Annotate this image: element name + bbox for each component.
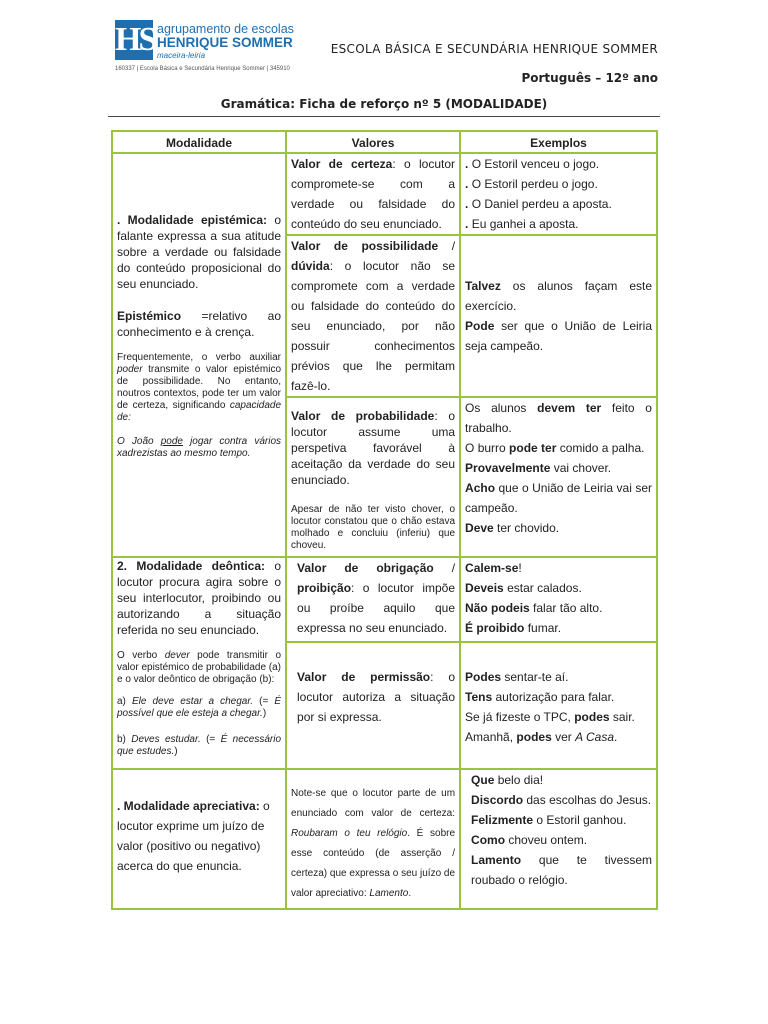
probabilidade-text: : o locutor assume uma perspetiva favorável à aceitação da verdade do seu enunciado.	[291, 409, 456, 487]
word-lamento: Lamento	[471, 853, 522, 867]
proibicao-label: proibição	[297, 581, 352, 595]
epistemico-def: =relativo ao conhecimento e à crença.	[117, 309, 282, 339]
certeza-text: : o locutor compromete-se com a verdade ou falsidade do conteúdo do seu enunciado.	[291, 157, 456, 231]
probabilidade-cell	[286, 397, 460, 557]
logo-mark: HS	[115, 21, 155, 58]
word-podes: podes	[574, 709, 610, 724]
deontica-desc: o locutor procura agira sobre o seu interlocutor, proibindo ou autorizando a situação referida no seu enunciado.	[117, 559, 282, 637]
word-calem-se: Calem-se	[465, 561, 519, 575]
item-b-gloss: É necessário que estudes.	[117, 734, 282, 757]
example-text: o Estoril ganhou.	[533, 813, 627, 827]
probabilidade-label: Valor de probabilidade	[291, 409, 435, 423]
course-label: Português – 12º ano	[521, 71, 658, 85]
word-felizmente: Felizmente	[471, 813, 534, 827]
word-que: Que	[471, 773, 495, 787]
item-a-label: a)	[117, 696, 126, 707]
paren: )	[262, 708, 267, 719]
example-text: ter chovido.	[493, 521, 560, 535]
word-deveis: Deveis	[465, 581, 504, 595]
example-text: sentar-te aí.	[501, 669, 569, 684]
permissao-text: : o locutor autoriza a situação por si expressa.	[297, 669, 456, 724]
certeza-cell	[286, 153, 460, 235]
note-roubaram: Roubaram o teu relógio	[291, 828, 408, 839]
paren: (=	[253, 696, 275, 707]
title-a-casa: A Casa	[575, 729, 614, 744]
example-text: os alunos façam este exercício.	[465, 279, 652, 313]
word-discordo: Discordo	[471, 793, 524, 807]
possibilidade-examples	[460, 235, 657, 397]
deontica-title: 2. Modalidade deôntica:	[117, 559, 265, 573]
note-capacidade: capacidade de:	[117, 400, 282, 423]
note-lamento: Lamento	[369, 888, 409, 899]
example-text: .	[614, 729, 618, 744]
certeza-label: Valor de certeza	[291, 157, 393, 171]
example-text: das escolhas do Jesus.	[523, 793, 652, 807]
permissao-label: Valor de permissão	[297, 669, 431, 684]
slash: /	[438, 239, 456, 253]
deontica-cell	[112, 557, 286, 769]
slash: /	[433, 561, 456, 575]
example-text: comido a palha.	[556, 441, 645, 455]
example-text: vai chover.	[550, 461, 612, 475]
bullet: .	[465, 197, 469, 211]
epistemica-example: O João	[117, 436, 161, 447]
word-pode-ter: pode ter	[509, 441, 557, 455]
apreciativa-cell	[112, 769, 286, 909]
list-item: O Estoril venceu o jogo.	[471, 157, 600, 171]
apreciativa-title: . Modalidade apreciativa:	[117, 799, 260, 813]
word-tens: Tens	[465, 689, 493, 704]
epistemica-desc: o falante expressa a sua atitude sobre a verdade ou falsidade do conteúdo proposicional do seu enunciado.	[117, 213, 282, 291]
example-text: Amanhã,	[465, 729, 517, 744]
example-text: Os alunos	[465, 401, 538, 415]
example-text: ver	[551, 729, 576, 744]
item-a-text: Ele deve estar a chegar.	[125, 696, 254, 707]
epistemico-term: Epistémico	[117, 309, 182, 323]
deontica-note-cont: pode transmitir o valor epistémico de probabilidade (a) e o valor deôntico de obrigação (b):	[117, 650, 282, 685]
item-b-text: Deves estudar.	[125, 734, 201, 745]
apreciativa-note: Note-se que o locutor parte de um enunciado com valor de certeza:	[291, 788, 456, 819]
possibilidade-label: Valor de possibilidade	[291, 239, 439, 253]
note-dever: dever	[164, 650, 190, 661]
list-item: O Estoril perdeu o jogo.	[471, 177, 598, 191]
item-b-label: b)	[117, 734, 126, 745]
page-title: Gramática: Ficha de reforço nº 5 (MODALIDADE)	[220, 97, 548, 111]
probabilidade-examples	[460, 397, 657, 557]
list-item: Eu ganhei a aposta.	[471, 217, 579, 231]
logo-line-1: agrupamento de escolas	[157, 22, 294, 36]
title-divider	[108, 116, 660, 117]
apreciativa-examples	[460, 769, 657, 909]
word-deve: Deve	[465, 521, 494, 535]
example-text: ser que o União de Leiria seja campeão.	[465, 319, 652, 353]
epistemica-example-cont: jogar contra vários xadrezistas ao mesmo tempo.	[117, 436, 282, 459]
apreciativa-note-cont: . É sobre esse conteúdo (de asserção / certeza) que expressa o seu juízo de valor apreciativo:	[291, 828, 456, 899]
epistemica-note: Frequentemente, o verbo auxiliar	[117, 352, 282, 363]
permissao-cell	[286, 642, 460, 769]
possibilidade-text: : o locutor não se compromete com a verdade ou falsidade do conteúdo do seu enunciado, por não possuir conhecimentos prévios que lhe permitam fazê-lo.	[291, 259, 456, 393]
obrigacao-examples	[460, 557, 657, 642]
epistemica-note-cont: transmite o valor epistémico de possibilidade. No entanto, noutros contextos, pode ter um valor de certeza, significando	[117, 364, 282, 411]
table-row	[112, 769, 657, 909]
epistemica-title: . Modalidade epistémica:	[117, 213, 268, 227]
probabilidade-note: Apesar de não ter visto chover, o locutor constatou que o chão estava molhado e concluiu (inferiu) que choveu.	[291, 504, 456, 551]
certeza-examples	[460, 153, 657, 235]
logo-line-3: maceira-leiria	[157, 51, 206, 60]
possibilidade-cell	[286, 235, 460, 397]
note-poder: poder	[117, 364, 143, 375]
obrigacao-text: : o locutor impõe ou proíbe aquilo que expressa no seu enunciado.	[297, 581, 456, 635]
obrigacao-cell	[286, 557, 460, 642]
header-valores: Valores	[286, 131, 460, 153]
example-text: que te tivessem roubado o relógio.	[471, 853, 652, 887]
example-text: que o União de Leiria vai ser campeão.	[465, 481, 652, 515]
modality-table	[111, 130, 658, 910]
example-text: O burro	[465, 441, 510, 455]
table-row	[112, 557, 657, 642]
example-text: falar tão alto.	[529, 601, 603, 615]
bullet: .	[465, 157, 469, 171]
item-a-gloss: É possível que ele esteja a chegar.	[117, 696, 282, 719]
word-acho: Acho	[465, 481, 496, 495]
apreciativa-desc: o locutor exprime um juízo de valor (positivo ou negativo) acerca do que enuncia.	[117, 799, 270, 873]
word-nao-podeis: Não podeis	[465, 601, 530, 615]
logo-line-4: 160337 | Escola Básica e Secundária Henrique Sommer | 345910	[115, 66, 290, 72]
example-text: fumar.	[524, 621, 562, 635]
bullet: .	[465, 217, 469, 231]
bullet: .	[465, 177, 469, 191]
epistemica-cell	[112, 153, 286, 557]
example-text: sair.	[609, 709, 635, 724]
word-podes: podes	[516, 729, 552, 744]
header-exemplos: Exemplos	[460, 131, 657, 153]
word-pode: Pode	[465, 319, 495, 333]
word-podes: Podes	[465, 669, 502, 684]
deontica-note: O verbo	[117, 650, 165, 661]
logo-line-2: HENRIQUE SOMMER	[157, 35, 293, 50]
permissao-examples	[460, 642, 657, 769]
example-text: autorização para falar.	[492, 689, 615, 704]
apreciativa-note-cell	[286, 769, 460, 909]
example-text: feito o trabalho.	[465, 401, 652, 435]
paren: (=	[200, 734, 221, 745]
example-text: .	[408, 888, 412, 899]
word-como: Como	[471, 833, 506, 847]
example-pode: pode	[160, 436, 183, 447]
word-e-proibido: É proibido	[465, 621, 525, 635]
example-text: belo dia!	[494, 773, 544, 787]
paren: )	[174, 746, 178, 757]
header-row	[112, 131, 657, 153]
duvida-label: dúvida	[291, 259, 330, 273]
header-modalidade: Modalidade	[112, 131, 286, 153]
school-name: ESCOLA BÁSICA E SECUNDÁRIA HENRIQUE SOMMER	[330, 42, 658, 56]
example-text: !	[518, 561, 522, 575]
word-talvez: Talvez	[465, 279, 501, 293]
word-devem-ter: devem ter	[537, 401, 602, 415]
example-text: estar calados.	[503, 581, 582, 595]
list-item: O Daniel perdeu a aposta.	[471, 197, 612, 211]
obrigacao-label: Valor de obrigação	[297, 561, 434, 575]
example-text: Se já fizeste o TPC,	[465, 709, 575, 724]
word-provavelmente: Provavelmente	[465, 461, 551, 475]
example-text: choveu ontem.	[505, 833, 588, 847]
school-logo	[115, 20, 315, 78]
table-row	[112, 153, 657, 235]
